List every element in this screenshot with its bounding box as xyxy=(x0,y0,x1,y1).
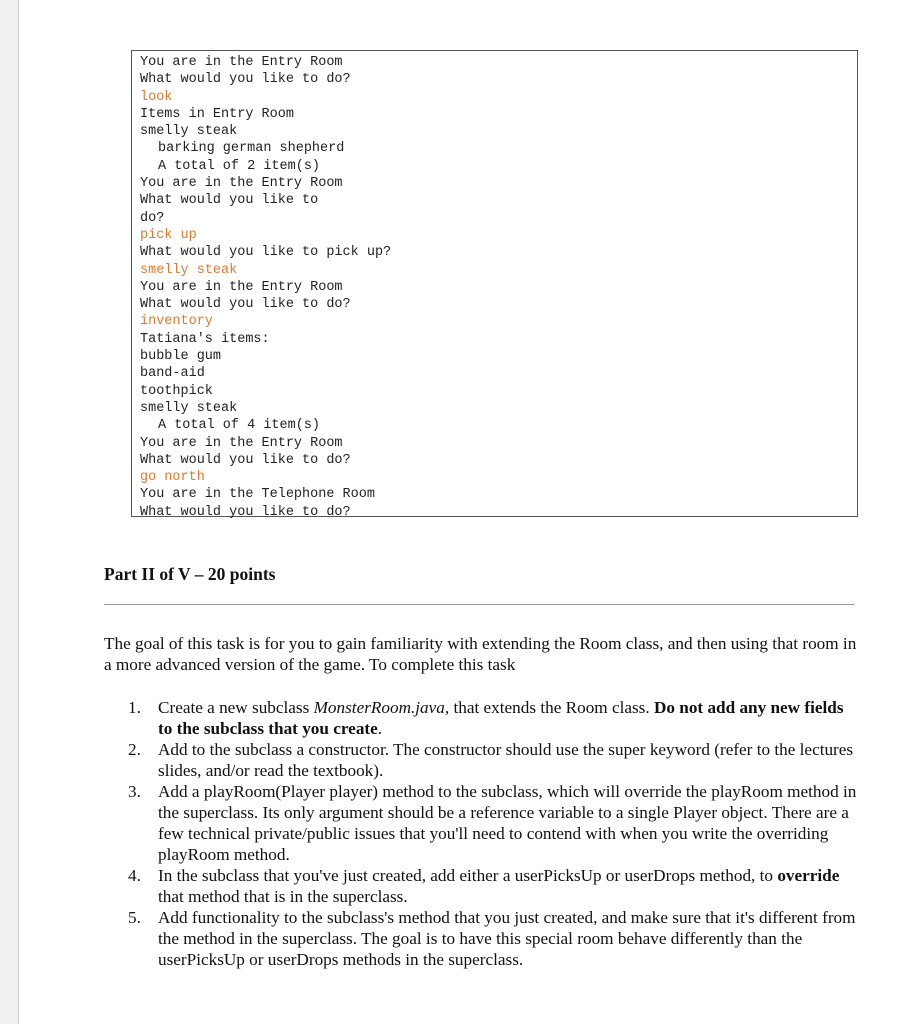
console-output-line: barking german shepherd xyxy=(158,141,345,157)
task-text-bold: override xyxy=(777,866,840,885)
console-output-line: You are in the Telephone Room xyxy=(140,487,375,503)
console-input-line: inventory xyxy=(140,314,213,330)
console-output-line: Tatiana's items: xyxy=(140,331,270,347)
task-text-normal: that method that is in the superclass. xyxy=(158,887,408,906)
console-input-line: smelly steak xyxy=(140,262,238,278)
console-output-line: band-aid xyxy=(140,366,205,382)
console-output-line: smelly steak xyxy=(140,124,238,140)
task-number: 2. xyxy=(128,740,141,759)
console-output-line: A total of 4 item(s) xyxy=(158,418,321,434)
task-item xyxy=(128,907,858,970)
console-output-line: You are in the Entry Room xyxy=(140,435,343,451)
task-text-bold: Do not add any new fields to the subclass that you create xyxy=(158,698,844,738)
console-output-line: What would you like to pick up? xyxy=(140,245,392,261)
console-output-line: Items in Entry Room xyxy=(140,106,294,122)
console-output-line: What would you like to do? xyxy=(140,72,351,88)
task-item xyxy=(128,865,858,907)
task-number: 1. xyxy=(128,698,141,717)
console-output-line: What would you like to do? xyxy=(140,452,351,468)
task-number: 4. xyxy=(128,866,141,885)
task-text-normal: Add functionality to the subclass's method that you just created, and make sure that it's different from the method in the superclass. The goal is to have this special room behave differently than the userPicksUp or userDrops methods in the superclass. xyxy=(158,908,856,969)
task-text-normal: , that extends the Room class. xyxy=(444,698,654,717)
task-text-normal: Add a playRoom(Player player) method to the subclass, which will override the playRoom method in the superclass. Its only argument should be a reference variable to a single Player object. There are a few technical private/public issues that you'll need to contend with when you write the overriding playRoom method. xyxy=(158,782,857,864)
console-output-line: smelly steak xyxy=(140,400,238,416)
console-output-line: What would you like to xyxy=(140,193,319,209)
task-list xyxy=(128,697,858,970)
task-text-normal: Create a new subclass xyxy=(158,698,314,717)
console-input-line: look xyxy=(140,89,173,105)
console-output-line: A total of 2 item(s) xyxy=(158,158,321,174)
task-text-normal: Add to the subclass a constructor. The constructor should use the super keyword (refer to the lectures slides, and/or read the textbook). xyxy=(158,740,854,780)
task-text-normal: In the subclass that you've just created, add either a userPicksUp or userDrops method, to xyxy=(158,866,778,885)
intro-paragraph: The goal of this task is for you to gain familiarity with extending the Room class, and then using that room in a more advanced version of the game. To complete this task xyxy=(104,634,857,674)
page-edge xyxy=(0,0,19,1024)
task-text-italic: MonsterRoom.java xyxy=(313,698,445,717)
console-input-line: go north xyxy=(140,470,205,486)
console-output-box xyxy=(131,50,858,520)
console-output-line: You are in the Entry Room xyxy=(140,55,343,70)
console-output-line: You are in the Entry Room xyxy=(140,176,343,192)
task-item xyxy=(128,781,858,865)
console-input-line: pick up xyxy=(140,227,197,243)
task-number: 3. xyxy=(128,782,141,801)
console-output-line: bubble gum xyxy=(140,349,222,365)
task-number: 5. xyxy=(128,908,141,927)
task-text-normal: . xyxy=(377,719,383,738)
task-item xyxy=(128,739,858,781)
console-output-line: You are in the Entry Room xyxy=(140,279,343,295)
console-output-line: do? xyxy=(140,210,165,226)
console-output-line: What would you like to do? xyxy=(140,504,351,520)
task-item xyxy=(128,697,858,739)
console-output-line: What would you like to do? xyxy=(140,297,351,313)
section-divider xyxy=(104,604,854,605)
part-heading: Part II of V – 20 points xyxy=(104,564,276,584)
console-output-line: toothpick xyxy=(140,383,213,399)
